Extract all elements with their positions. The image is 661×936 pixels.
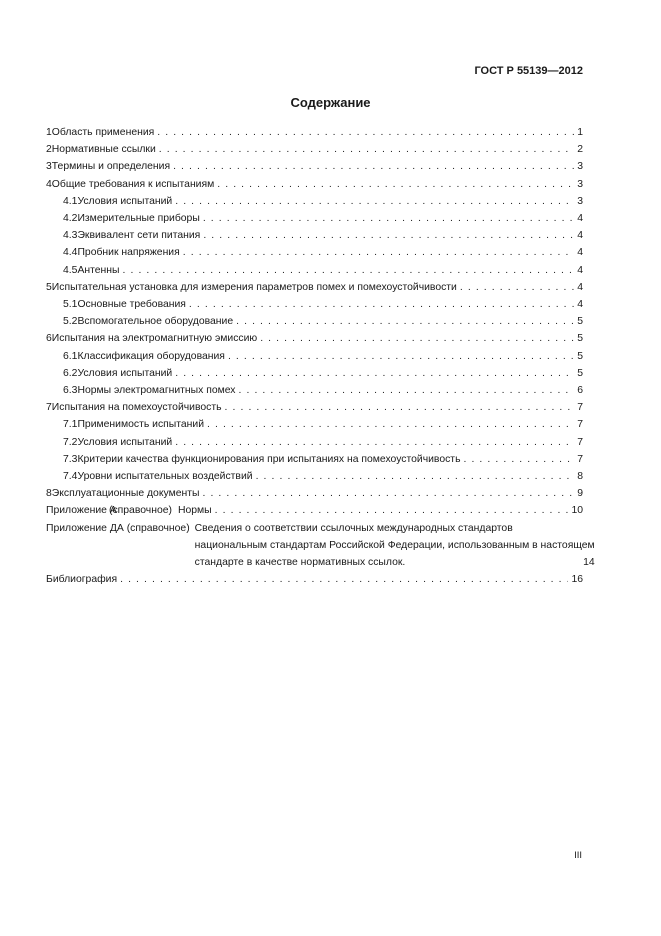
- toc-entry-label: Нормы электромагнитных помех: [77, 385, 236, 397]
- toc-entry-label: Испытательная установка для измерения параметров помех и помехоустойчивости: [51, 281, 457, 293]
- toc-subentry[interactable]: [46, 227, 583, 244]
- toc-entry[interactable]: [46, 124, 583, 141]
- toc-entry[interactable]: [46, 399, 583, 416]
- toc-subentry[interactable]: [46, 210, 583, 227]
- annex-da-line: национальным стандартам Российской Федерации, использованным в настоящем: [194, 539, 595, 551]
- toc-entry[interactable]: [46, 176, 583, 193]
- toc-dot-leader: [207, 416, 574, 433]
- toc-entry-label: Основные требования: [77, 299, 186, 311]
- toc-dot-leader: [202, 485, 574, 502]
- toc-entry-page: 4: [577, 247, 583, 259]
- toc-entry-number: 7.1: [63, 419, 78, 431]
- toc-entry-number: 4.4: [63, 247, 78, 259]
- toc-subentry[interactable]: [46, 416, 583, 433]
- toc-entry-label: Общие требования к испытаниям: [51, 178, 215, 190]
- toc-annex-a[interactable]: [46, 502, 583, 519]
- toc-subentry[interactable]: [46, 244, 583, 261]
- toc-dot-leader: [239, 382, 575, 399]
- toc-entry-number: 3: [46, 161, 52, 173]
- toc-dot-leader: [215, 502, 569, 519]
- toc-entry-label: Нормативные ссылки: [51, 144, 156, 156]
- toc-entry-page: 8: [577, 471, 583, 483]
- toc-subentry[interactable]: [46, 296, 583, 313]
- toc-dot-leader: [260, 330, 574, 347]
- toc-dot-leader: [175, 365, 574, 382]
- document-code: ГОСТ Р 55139—2012: [474, 65, 583, 77]
- toc-entry-label: Вспомогательное оборудование: [77, 316, 234, 328]
- toc-dot-leader: [173, 158, 574, 175]
- toc-entry-page: 4: [577, 299, 583, 311]
- toc-entry-number: 5.2: [63, 316, 78, 328]
- toc-dot-leader: [460, 279, 574, 296]
- table-of-contents: [46, 124, 595, 588]
- annex-da-ref: Приложение ДА: [46, 522, 124, 534]
- toc-entry-page: 3: [577, 178, 583, 190]
- bibliography-label: Библиография: [46, 574, 118, 586]
- toc-entry-label: Термины и определения: [51, 161, 171, 173]
- toc-entry-label: Пробник напряжения: [77, 247, 180, 259]
- toc-entry-label: Условия испытаний: [77, 195, 173, 207]
- toc-bibliography[interactable]: [46, 571, 583, 588]
- toc-entry-label: Антенны: [77, 264, 120, 276]
- toc-dot-leader: [123, 262, 575, 279]
- toc-entry[interactable]: [46, 141, 583, 158]
- toc-subentry[interactable]: [46, 434, 583, 451]
- toc-entry-page: 5: [577, 350, 583, 362]
- toc-entry-number: 4.3: [63, 230, 78, 242]
- annex-da-kind: (справочное): [126, 522, 190, 534]
- toc-dot-leader: [157, 124, 574, 141]
- toc-entry-label: Эксплуатационные документы: [51, 488, 200, 500]
- toc-entry[interactable]: [46, 279, 583, 296]
- toc-entry-page: 5: [577, 367, 583, 379]
- toc-entry-label: Эквивалент сети питания: [77, 230, 201, 242]
- toc-dot-leader: [183, 244, 574, 261]
- toc-entry-page: 7: [577, 436, 583, 448]
- toc-entry[interactable]: [46, 485, 583, 502]
- toc-entry-number: 6.1: [63, 350, 78, 362]
- toc-entry-label: Применимость испытаний: [77, 419, 205, 431]
- toc-entry-number: 4.2: [63, 213, 78, 225]
- toc-entry-page: 4: [577, 281, 583, 293]
- toc-entry-label: Классификация оборудования: [77, 350, 225, 362]
- toc-dot-leader: [225, 399, 575, 416]
- toc-dot-leader: [159, 141, 574, 158]
- toc-dot-leader: [120, 571, 568, 588]
- toc-entry-page: 1: [577, 127, 583, 138]
- toc-entry-number: 5: [46, 281, 52, 293]
- annex-a-label: Нормы: [177, 505, 212, 517]
- toc-subentry[interactable]: [46, 348, 583, 365]
- toc-entry-number: 7.2: [63, 436, 78, 448]
- annex-a-ref: Приложение А: [46, 505, 117, 517]
- toc-entry-label: Испытания на электромагнитную эмиссию: [51, 333, 258, 345]
- toc-entry-number: 5.1: [63, 299, 78, 311]
- toc-subentry[interactable]: [46, 193, 583, 210]
- toc-entry-number: 4: [46, 178, 52, 190]
- toc-entry-page: 3: [577, 161, 583, 173]
- annex-da-line: Сведения о соответствии ссылочных международных стандартов: [194, 522, 513, 534]
- toc-entry-page: 2: [577, 144, 583, 156]
- toc-entry-number: 2: [46, 144, 52, 156]
- toc-annex-da[interactable]: [46, 520, 595, 572]
- annex-a-page: 10: [571, 505, 583, 517]
- toc-entry-label: Уровни испытательных воздействий: [77, 471, 253, 483]
- toc-entry-page: 5: [577, 316, 583, 328]
- toc-entry-label: Условия испытаний: [77, 436, 173, 448]
- toc-entry-number: 4.1: [63, 195, 78, 207]
- toc-entry-number: 8: [46, 488, 52, 500]
- toc-subentry[interactable]: [46, 313, 583, 330]
- toc-title: Содержание: [290, 95, 371, 110]
- toc-dot-leader: [203, 227, 574, 244]
- toc-subentry[interactable]: [46, 262, 583, 279]
- toc-entry-page: 7: [577, 453, 583, 465]
- annex-a-kind: (справочное): [109, 505, 172, 517]
- toc-entry-page: 4: [577, 230, 583, 242]
- toc-entry-number: 7.3: [63, 453, 78, 465]
- toc-subentry[interactable]: [46, 382, 583, 399]
- toc-dot-leader: [189, 296, 574, 313]
- toc-entry[interactable]: [46, 158, 583, 175]
- toc-subentry[interactable]: [46, 451, 583, 468]
- toc-entry-page: 7: [577, 402, 583, 414]
- toc-entry-number: 4.5: [63, 264, 78, 276]
- toc-dot-leader: [217, 176, 574, 193]
- bibliography-page: 16: [571, 574, 583, 586]
- page-number: III: [574, 850, 582, 861]
- toc-entry-page: 6: [577, 385, 583, 397]
- toc-entry-number: 7.4: [63, 471, 78, 483]
- toc-entry-number: 6.3: [63, 385, 78, 397]
- toc-dot-leader: [228, 348, 574, 365]
- toc-dot-leader: [236, 313, 574, 330]
- toc-dot-leader: [256, 468, 575, 485]
- toc-dot-leader: [175, 193, 574, 210]
- toc-entry-number: 6: [46, 333, 52, 345]
- toc-dot-leader: [463, 451, 574, 468]
- toc-entry-page: 4: [577, 264, 583, 276]
- annex-da-page: 14: [583, 557, 595, 569]
- toc-entry[interactable]: [46, 330, 583, 347]
- toc-subentry[interactable]: [46, 365, 583, 382]
- toc-entry-page: 3: [577, 195, 583, 207]
- toc-entry-label: Испытания на помехоустойчивость: [51, 402, 222, 414]
- toc-entry-label: Условия испытаний: [77, 367, 173, 379]
- toc-entry-number: 1: [46, 127, 52, 138]
- annex-da-last-line: стандарте в качестве нормативных ссылок.: [194, 557, 406, 569]
- toc-entry-page: 9: [577, 488, 583, 500]
- toc-entry-page: 7: [577, 419, 583, 431]
- toc-entry-label: Область применения: [51, 127, 155, 138]
- toc-dot-leader: [175, 434, 574, 451]
- toc-entry-page: 4: [577, 213, 583, 225]
- toc-entry-number: 7: [46, 402, 52, 414]
- toc-entry-number: 6.2: [63, 367, 78, 379]
- toc-entry-label: Измерительные приборы: [77, 213, 200, 225]
- toc-dot-leader: [203, 210, 574, 227]
- toc-subentry[interactable]: [46, 468, 583, 485]
- toc-entry-label: Критерии качества функционирования при испытаниях на помехоустойчивость: [77, 453, 461, 465]
- toc-entry-page: 5: [577, 333, 583, 345]
